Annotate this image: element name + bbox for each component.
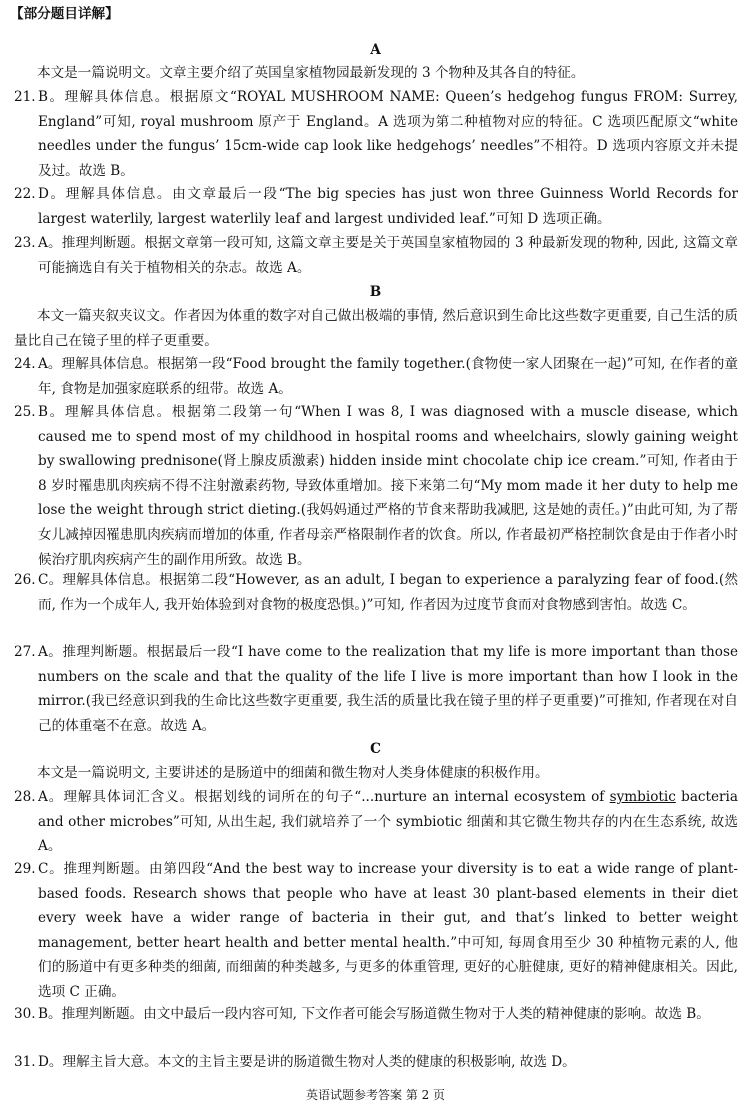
- item-text: A。推理判断题。根据文章第一段可知, 这篇文章主要是关于英国皇家植物园的 3 种最新发现的物种, 因此, 这篇文章可能摘选自有关于植物相关的杂志。故选 A。: [38, 235, 738, 276]
- item-number: 26.: [14, 572, 36, 588]
- item-number: 27.: [14, 644, 36, 660]
- section-b-title: B: [369, 284, 382, 300]
- item-number: 22.: [14, 186, 36, 202]
- item-number: 30.: [14, 1006, 36, 1022]
- answer-item-29: [14, 857, 738, 1005]
- item-text: B。理解具体信息。根据第二段第一句“When I was 8, I was diagnosed with a muscle disease, which caused me to spend most of my childhood in hospital rooms and wheelchairs, slowly gaining weight by swallowing prednisone(肾上腺皮质激素) hidden inside mint chocolate chip ice cream.”可知, 作者由于 8 岁时罹患肌肉疾病不得不注射激素药物, 导致体重增加。接下来第二句“My mom made it her duty to help me lose the weight through strict dieting.(我妈妈通过严格的节食来帮助我减肥, 这是她的责任。)”由此可知, 为了帮女儿减掉因罹患肌肉疾病而增加的体重, 作者母亲严格限制作者的饮食。所以, 作者最初严格控制饮食是由于作者小时候治疗肌肉疾病产生的副作用所致。故选 B。: [38, 404, 738, 568]
- answer-item-23: [14, 231, 738, 280]
- item-number: 31.: [14, 1054, 36, 1070]
- answer-item-21: [14, 85, 738, 183]
- item-text: D。理解具体信息。由文章最后一段“The big species has just won three Guinness World Records for largest waterlily, largest waterlily leaf and largest undivided leaf.”可知 D 选项正确。: [38, 186, 738, 227]
- answer-item-25: [14, 400, 738, 572]
- item-number: 24.: [14, 356, 36, 372]
- page-footer: 英语试题参考答案 第 2 页: [305, 1088, 446, 1102]
- section-a-title: A: [370, 42, 381, 58]
- item-text: B。推理判断题。由文中最后一段内容可知, 下文作者可能会写肠道微生物对于人类的精神健康的影响。故选 B。: [38, 1006, 710, 1022]
- section-header: 【部分题目详解】: [10, 6, 119, 22]
- item-number: 23.: [14, 235, 36, 251]
- item-number: 28.: [14, 789, 36, 805]
- item-number: 21.: [14, 89, 36, 105]
- section-c-title: C: [370, 741, 381, 757]
- answer-item-27: [14, 640, 738, 738]
- section-c-summary: 本文是一篇说明文, 主要讲述的是肠道中的细菌和微生物对人类身体健康的积极作用。: [37, 765, 549, 781]
- item-text: C。理解具体信息。根据第二段“However, as an adult, I began to experience a paralyzing fear of food.(然而, 作为一个成年人, 我开始体验到对食物的极度恐惧。)”可知, 作者因为过度节食而对食物感到害怕。故选 C。: [38, 572, 738, 613]
- item-text: B。理解具体信息。根据原文“ROYAL MUSHROOM NAME: Queen’s hedgehog fungus FROM: Surrey, England”可知, royal mushroom 原产于 England。A 选项为第二种植物对应的特征。C 选项匹配原文“white needles under the fungus’ 15cm-wide cap look like hedgehogs’ needles”不相符。D 选项内容原文并未提及过。故选 B。: [38, 89, 738, 179]
- item-text: C。推理判断题。由第四段“And the best way to increase your diversity is to eat a wide range of plant-based foods. Research shows that people who have at least 30 plant-based elements in their diet every week have a wider range of bacteria in their gut, and that’s linked to better weight management, better heart health and better mental health.”中可知, 每周食用至少 30 种植物元素的人, 他们的肠道中有更多种类的细菌, 而细菌的种类越多, 与更多的体重管理, 更好的心脏健康, 更好的精神健康相关。因此, 选项 C 正确。: [38, 861, 738, 1000]
- answer-item-30: [14, 1002, 738, 1027]
- answer-item-22: [14, 182, 738, 231]
- item-number: 25.: [14, 404, 36, 420]
- answer-item-28: [14, 785, 738, 859]
- answer-item-24: [14, 352, 738, 401]
- item-text: D。理解主旨大意。本文的主旨主要是讲的肠道微生物对人类的健康的积极影响, 故选 D。: [38, 1054, 576, 1070]
- item-text-post: bacteria and other microbes”可知, 从出生起, 我们就培养了一个 symbiotic 细菌和其它微生物共存的内在生态系统, 故选 A。: [38, 789, 738, 855]
- section-a-summary: 本文是一篇说明文。文章主要介绍了英国皇家植物园最新发现的 3 个物种及其各自的特征。: [37, 65, 585, 81]
- item-text-pre: A。理解具体词汇含义。根据划线的词所在的句子“...nurture an internal ecosystem of: [38, 789, 610, 805]
- answer-item-31: [14, 1050, 738, 1075]
- item-text: A。推理判断题。根据最后一段“I have come to the realization that my life is more important than those numbers on the scale and that the quality of the life I live is more important than how I look in the mirror.(我已经意识到我的生命比这些数字更重要, 我生活的质量比我在镜子里的样子更重要)”可推知, 作者现在对自己的体重毫不在意。故选 A。: [38, 644, 738, 734]
- item-text: A。理解具体信息。根据第一段“Food brought the family together.(食物使一家人团聚在一起)”可知, 在作者的童年, 食物是加强家庭联系的纽带。故选 A。: [38, 356, 738, 397]
- section-b-summary: 本文一篇夹叙夹议文。作者因为体重的数字对自己做出极端的事情, 然后意识到生命比这些数字更重要, 自己生活的质量比自己在镜子里的样子更重要。: [14, 308, 738, 349]
- item-text: [14, 785, 738, 859]
- answer-item-26: [14, 568, 738, 617]
- item-number: 29.: [14, 861, 36, 877]
- underlined-word: symbiotic: [609, 789, 676, 805]
